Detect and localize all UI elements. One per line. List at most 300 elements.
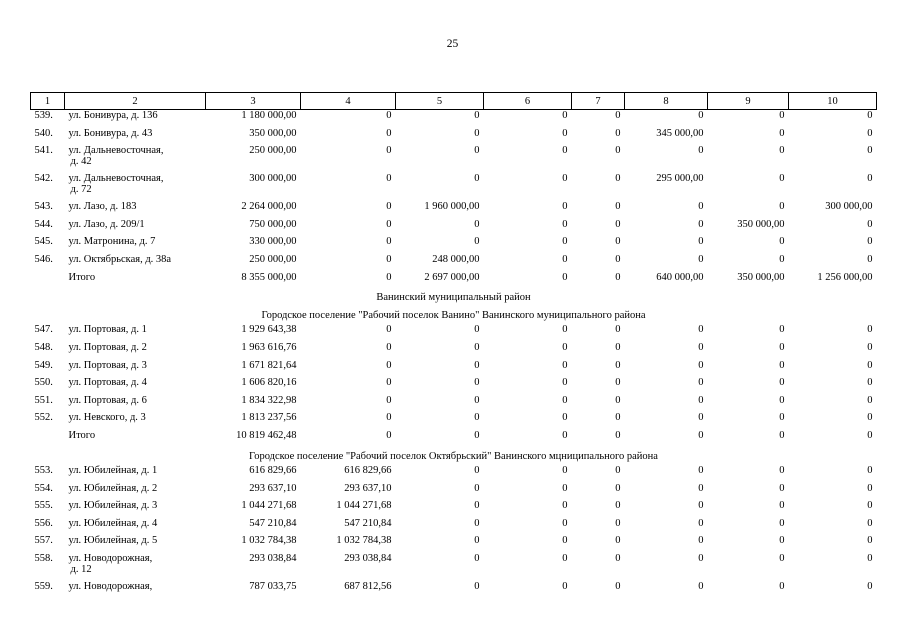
row-number: 547. <box>34 324 53 336</box>
value-cell-col3: 1 180 000,00 <box>241 110 297 121</box>
value-cell-col8: 345 000,00 <box>656 127 704 139</box>
value-cell-col5: 0 <box>474 377 480 389</box>
address-cell <box>65 535 206 553</box>
address-line: ул. Портовая, д. 4 <box>68 377 147 389</box>
table-row <box>31 500 877 518</box>
row-number <box>31 430 65 448</box>
value-cell-col6: 0 <box>562 535 568 547</box>
value-cell-col6: 0 <box>562 517 568 529</box>
address-line: ул. Юбилейная, д. 2 <box>68 482 158 494</box>
value-cell-col8: 0 <box>698 482 704 494</box>
value-cell-col7: 0 <box>615 412 621 424</box>
address-cell <box>65 272 206 290</box>
value-cell-col9: 0 <box>779 517 785 529</box>
value-cell-col7: 0 <box>615 341 621 353</box>
value-cell-col3: 293 038,84 <box>249 553 297 565</box>
value-cell-col4: 293 637,10 <box>344 482 392 494</box>
row-number: 542. <box>34 173 53 185</box>
table-row <box>31 236 877 254</box>
value-cell-col6: 0 <box>562 127 568 139</box>
address-cell <box>65 254 206 272</box>
address-cell <box>65 201 206 219</box>
value-cell-col7: 0 <box>615 517 621 529</box>
value-cell-col9: 0 <box>779 465 785 477</box>
value-cell-col10: 0 <box>867 173 873 185</box>
address-line: ул. Юбилейная, д. 1 <box>68 465 158 477</box>
value-cell-col10: 0 <box>867 500 873 512</box>
address-line: ул. Матронина, д. 7 <box>68 236 156 248</box>
row-number <box>31 272 65 290</box>
row-number: 539. <box>34 110 53 121</box>
value-cell-col10: 0 <box>867 110 873 121</box>
section-heading-row <box>31 448 877 466</box>
value-cell-col10: 300 000,00 <box>825 201 873 213</box>
value-cell-col4: 1 032 784,38 <box>336 535 392 547</box>
row-number: 549. <box>34 359 53 371</box>
address-line-2: д. 42 <box>70 156 92 168</box>
value-cell-col6: 0 <box>562 553 568 565</box>
value-cell-col4: 0 <box>386 271 392 283</box>
value-cell-col3: 1 606 820,16 <box>241 377 297 389</box>
value-cell-col5: 0 <box>474 145 480 157</box>
value-cell-col7: 0 <box>615 127 621 139</box>
address-line: ул. Лазо, д. 209/1 <box>68 218 145 230</box>
address-line: ул. Портовая, д. 1 <box>68 324 147 336</box>
table-row <box>31 395 877 413</box>
value-cell-col9: 0 <box>779 429 785 441</box>
value-cell-col6: 0 <box>562 271 568 283</box>
value-cell-col8: 0 <box>698 359 704 371</box>
value-cell-col9: 0 <box>779 145 785 157</box>
table-row <box>31 465 877 483</box>
page-number: 25 <box>446 38 459 50</box>
value-cell-col5: 0 <box>474 394 480 406</box>
value-cell-col5: 0 <box>474 359 480 371</box>
value-cell-col8: 640 000,00 <box>656 271 704 283</box>
address-cell <box>65 342 206 360</box>
section-heading: Городское поселение "Рабочий поселок Октябрьский" Ванинского мцниципального района <box>249 450 658 462</box>
value-cell-col5: 0 <box>474 553 480 565</box>
address-cell <box>65 236 206 254</box>
value-cell-col8: 0 <box>698 412 704 424</box>
table-row <box>31 581 877 599</box>
value-cell-col9: 0 <box>779 482 785 494</box>
value-cell-col3: 1 963 616,76 <box>241 341 297 353</box>
table-row <box>31 219 877 237</box>
address-line: ул. Портовая, д. 6 <box>68 394 147 406</box>
row-number: 541. <box>34 145 53 157</box>
row-number: 545. <box>34 236 53 248</box>
value-cell-col5: 0 <box>474 482 480 494</box>
header-cell-3: 3 <box>206 93 301 110</box>
value-cell-col3: 330 000,00 <box>249 236 297 248</box>
value-cell-col3: 293 637,10 <box>249 482 297 494</box>
address-line: ул. Юбилейная, д. 4 <box>68 517 158 529</box>
address-line: ул. Октябрьская, д. 38а <box>68 253 172 265</box>
value-cell-col9: 0 <box>779 110 785 121</box>
address-line: ул. Юбилейная, д. 3 <box>68 500 158 512</box>
value-cell-col7: 0 <box>615 553 621 565</box>
value-cell-col3: 350 000,00 <box>249 127 297 139</box>
table-row <box>31 483 877 501</box>
address-cell <box>65 128 206 146</box>
table-row <box>31 145 877 173</box>
address-cell <box>65 581 206 599</box>
value-cell-col8: 0 <box>698 535 704 547</box>
value-cell-col8: 0 <box>698 377 704 389</box>
value-cell-col10: 0 <box>867 412 873 424</box>
value-cell-col4: 616 829,66 <box>344 465 392 477</box>
address-cell <box>65 110 206 128</box>
address-cell <box>65 219 206 237</box>
table-row <box>31 201 877 219</box>
value-cell-col8: 0 <box>698 394 704 406</box>
value-cell-col8: 0 <box>698 201 704 213</box>
value-cell-col10: 0 <box>867 359 873 371</box>
value-cell-col8: 295 000,00 <box>656 173 704 185</box>
table-row <box>31 110 877 128</box>
value-cell-col6: 0 <box>562 324 568 336</box>
total-row <box>31 272 877 290</box>
header-cell-7: 7 <box>572 93 625 110</box>
section-heading-row <box>31 307 877 325</box>
address-line: ул. Новодорожная, <box>68 553 153 565</box>
table-body <box>31 110 877 599</box>
table-row <box>31 254 877 272</box>
address-cell <box>65 483 206 501</box>
value-cell-col4: 0 <box>386 359 392 371</box>
value-cell-col9: 0 <box>779 201 785 213</box>
value-cell-col9: 0 <box>779 253 785 265</box>
value-cell-col9: 0 <box>779 236 785 248</box>
value-cell-col4: 687 812,56 <box>344 581 392 593</box>
value-cell-col5: 0 <box>474 127 480 139</box>
value-cell-col7: 0 <box>615 500 621 512</box>
address-line: ул. Бонивура, д. 136 <box>68 110 158 121</box>
row-number: 552. <box>34 412 53 424</box>
row-number: 550. <box>34 377 53 389</box>
value-cell-col7: 0 <box>615 324 621 336</box>
value-cell-col3: 1 044 271,68 <box>241 500 297 512</box>
value-cell-col5: 248 000,00 <box>432 253 480 265</box>
value-cell-col3: 750 000,00 <box>249 218 297 230</box>
value-cell-col3: 10 819 462,48 <box>236 429 297 441</box>
data-table <box>30 92 877 599</box>
value-cell-col7: 0 <box>615 394 621 406</box>
table-row <box>31 535 877 553</box>
value-cell-col10: 0 <box>867 377 873 389</box>
value-cell-col5: 0 <box>474 110 480 121</box>
table-row <box>31 412 877 430</box>
address-line: ул. Дальневосточная, <box>68 173 164 185</box>
value-cell-col5: 1 960 000,00 <box>424 201 480 213</box>
value-cell-col4: 293 038,84 <box>344 553 392 565</box>
value-cell-col4: 0 <box>386 377 392 389</box>
value-cell-col8: 0 <box>698 236 704 248</box>
value-cell-col4: 0 <box>386 324 392 336</box>
total-row <box>31 430 877 448</box>
table-row <box>31 128 877 146</box>
value-cell-col6: 0 <box>562 201 568 213</box>
value-cell-col3: 250 000,00 <box>249 253 297 265</box>
value-cell-col7: 0 <box>615 535 621 547</box>
table-row <box>31 553 877 581</box>
value-cell-col4: 0 <box>386 253 392 265</box>
value-cell-col10: 0 <box>867 429 873 441</box>
value-cell-col10: 0 <box>867 324 873 336</box>
value-cell-col7: 0 <box>615 429 621 441</box>
value-cell-col6: 0 <box>562 218 568 230</box>
value-cell-col5: 0 <box>474 517 480 529</box>
value-cell-col6: 0 <box>562 359 568 371</box>
header-cell-4: 4 <box>301 93 396 110</box>
value-cell-col5: 0 <box>474 500 480 512</box>
value-cell-col5: 0 <box>474 535 480 547</box>
value-cell-col5: 0 <box>474 412 480 424</box>
value-cell-col6: 0 <box>562 412 568 424</box>
value-cell-col6: 0 <box>562 465 568 477</box>
value-cell-col9: 0 <box>779 581 785 593</box>
value-cell-col9: 0 <box>779 535 785 547</box>
value-cell-col7: 0 <box>615 581 621 593</box>
address-cell <box>65 553 206 581</box>
value-cell-col4: 0 <box>386 394 392 406</box>
value-cell-col8: 0 <box>698 500 704 512</box>
value-cell-col5: 0 <box>474 341 480 353</box>
value-cell-col8: 0 <box>698 581 704 593</box>
value-cell-col5: 0 <box>474 324 480 336</box>
value-cell-col6: 0 <box>562 500 568 512</box>
row-number: 553. <box>34 465 53 477</box>
table-row <box>31 342 877 360</box>
value-cell-col4: 0 <box>386 127 392 139</box>
value-cell-col10: 0 <box>867 341 873 353</box>
value-cell-col4: 0 <box>386 429 392 441</box>
value-cell-col8: 0 <box>698 110 704 121</box>
value-cell-col10: 0 <box>867 218 873 230</box>
header-cell-8: 8 <box>625 93 708 110</box>
value-cell-col7: 0 <box>615 173 621 185</box>
value-cell-col7: 0 <box>615 218 621 230</box>
value-cell-col8: 0 <box>698 218 704 230</box>
address-line: ул. Невского, д. 3 <box>68 412 146 424</box>
value-cell-col8: 0 <box>698 429 704 441</box>
row-number: 546. <box>34 253 53 265</box>
value-cell-col10: 0 <box>867 145 873 157</box>
section-heading: Ванинский муниципальный район <box>376 292 531 304</box>
value-cell-col6: 0 <box>562 173 568 185</box>
row-number: 556. <box>34 517 53 529</box>
header-cell-6: 6 <box>484 93 572 110</box>
value-cell-col3: 1 834 322,98 <box>241 394 297 406</box>
value-cell-col7: 0 <box>615 482 621 494</box>
value-cell-col9: 0 <box>779 412 785 424</box>
value-cell-col9: 0 <box>779 359 785 371</box>
value-cell-col7: 0 <box>615 110 621 121</box>
value-cell-col5: 0 <box>474 173 480 185</box>
address-cell <box>65 395 206 413</box>
value-cell-col6: 0 <box>562 429 568 441</box>
address-cell <box>65 377 206 395</box>
address-line: ул. Новодорожная, <box>68 581 153 593</box>
header-cell-2: 2 <box>65 93 206 110</box>
value-cell-col5: 0 <box>474 429 480 441</box>
value-cell-col10: 0 <box>867 482 873 494</box>
value-cell-col4: 1 044 271,68 <box>336 500 392 512</box>
value-cell-col10: 0 <box>867 127 873 139</box>
value-cell-col8: 0 <box>698 341 704 353</box>
table-row <box>31 324 877 342</box>
address-line: ул. Юбилейная, д. 5 <box>68 535 158 547</box>
address-cell <box>65 324 206 342</box>
section-heading: Городское поселение "Рабочий поселок Ванино" Ванинского муниципального района <box>261 310 646 322</box>
value-cell-col3: 250 000,00 <box>249 145 297 157</box>
value-cell-col4: 0 <box>386 110 392 121</box>
value-cell-col6: 0 <box>562 110 568 121</box>
value-cell-col9: 0 <box>779 173 785 185</box>
value-cell-col3: 8 355 000,00 <box>241 271 297 283</box>
row-number: 554. <box>34 482 53 494</box>
value-cell-col3: 616 829,66 <box>249 465 297 477</box>
value-cell-col6: 0 <box>562 394 568 406</box>
value-cell-col5: 0 <box>474 236 480 248</box>
row-number: 551. <box>34 394 53 406</box>
address-line: ул. Лазо, д. 183 <box>68 201 137 213</box>
address-cell <box>65 145 206 173</box>
value-cell-col10: 0 <box>867 236 873 248</box>
value-cell-col3: 1 032 784,38 <box>241 535 297 547</box>
value-cell-col10: 0 <box>867 517 873 529</box>
table-row <box>31 360 877 378</box>
value-cell-col7: 0 <box>615 465 621 477</box>
row-number: 555. <box>34 500 53 512</box>
header-row <box>31 93 877 110</box>
value-cell-col3: 1 929 643,38 <box>241 324 297 336</box>
value-cell-col4: 0 <box>386 341 392 353</box>
address-cell <box>65 173 206 201</box>
address-line-2: д. 72 <box>70 184 92 196</box>
value-cell-col6: 0 <box>562 145 568 157</box>
value-cell-col5: 2 697 000,00 <box>424 271 480 283</box>
value-cell-col3: 1 671 821,64 <box>241 359 297 371</box>
address-line: ул. Бонивура, д. 43 <box>68 127 153 139</box>
value-cell-col6: 0 <box>562 581 568 593</box>
value-cell-col9: 0 <box>779 500 785 512</box>
value-cell-col8: 0 <box>698 553 704 565</box>
value-cell-col10: 0 <box>867 535 873 547</box>
address-line: ул. Дальневосточная, <box>68 145 164 157</box>
row-number: 558. <box>34 553 53 565</box>
value-cell-col7: 0 <box>615 359 621 371</box>
address-cell <box>65 360 206 378</box>
value-cell-col9: 0 <box>779 394 785 406</box>
value-cell-col7: 0 <box>615 145 621 157</box>
value-cell-col4: 0 <box>386 145 392 157</box>
address-line-2: д. 12 <box>70 564 92 576</box>
value-cell-col7: 0 <box>615 253 621 265</box>
value-cell-col5: 0 <box>474 465 480 477</box>
value-cell-col9: 0 <box>779 377 785 389</box>
row-number: 544. <box>34 218 53 230</box>
row-number: 559. <box>34 581 53 593</box>
table-header <box>31 93 877 110</box>
value-cell-col7: 0 <box>615 377 621 389</box>
address-cell <box>65 500 206 518</box>
address-cell <box>65 518 206 536</box>
row-number: 548. <box>34 341 53 353</box>
row-number: 543. <box>34 201 53 213</box>
value-cell-col6: 0 <box>562 377 568 389</box>
value-cell-col8: 0 <box>698 253 704 265</box>
value-cell-col4: 0 <box>386 201 392 213</box>
value-cell-col8: 0 <box>698 517 704 529</box>
section-heading-row <box>31 289 877 307</box>
value-cell-col9: 0 <box>779 324 785 336</box>
value-cell-col3: 1 813 237,56 <box>241 412 297 424</box>
header-cell-5: 5 <box>396 93 484 110</box>
table-row <box>31 518 877 536</box>
value-cell-col7: 0 <box>615 201 621 213</box>
value-cell-col8: 0 <box>698 465 704 477</box>
value-cell-col7: 0 <box>615 271 621 283</box>
address-cell <box>65 430 206 448</box>
value-cell-col8: 0 <box>698 324 704 336</box>
value-cell-col4: 0 <box>386 173 392 185</box>
header-cell-9: 9 <box>708 93 789 110</box>
value-cell-col8: 0 <box>698 145 704 157</box>
value-cell-col10: 1 256 000,00 <box>817 271 873 283</box>
address-line: Итого <box>68 429 96 441</box>
value-cell-col7: 0 <box>615 236 621 248</box>
table-row <box>31 173 877 201</box>
row-number: 540. <box>34 127 53 139</box>
table-row <box>31 377 877 395</box>
value-cell-col5: 0 <box>474 581 480 593</box>
address-cell <box>65 465 206 483</box>
value-cell-col10: 0 <box>867 465 873 477</box>
value-cell-col4: 0 <box>386 218 392 230</box>
value-cell-col10: 0 <box>867 394 873 406</box>
address-line: ул. Портовая, д. 3 <box>68 359 147 371</box>
value-cell-col3: 2 264 000,00 <box>241 201 297 213</box>
value-cell-col6: 0 <box>562 236 568 248</box>
value-cell-col3: 300 000,00 <box>249 173 297 185</box>
value-cell-col10: 0 <box>867 253 873 265</box>
header-cell-1: 1 <box>31 93 65 110</box>
value-cell-col6: 0 <box>562 253 568 265</box>
value-cell-col6: 0 <box>562 482 568 494</box>
value-cell-col9: 0 <box>779 341 785 353</box>
value-cell-col3: 547 210,84 <box>249 517 297 529</box>
value-cell-col5: 0 <box>474 218 480 230</box>
value-cell-col6: 0 <box>562 341 568 353</box>
row-number: 557. <box>34 535 53 547</box>
value-cell-col3: 787 033,75 <box>249 581 297 593</box>
value-cell-col10: 0 <box>867 553 873 565</box>
address-line: ул. Портовая, д. 2 <box>68 341 147 353</box>
value-cell-col10: 0 <box>867 581 873 593</box>
address-line: Итого <box>68 271 96 283</box>
header-cell-10: 10 <box>789 93 877 110</box>
value-cell-col4: 0 <box>386 236 392 248</box>
value-cell-col9: 0 <box>779 553 785 565</box>
value-cell-col9: 0 <box>779 127 785 139</box>
value-cell-col4: 547 210,84 <box>344 517 392 529</box>
value-cell-col9: 350 000,00 <box>737 271 785 283</box>
value-cell-col4: 0 <box>386 412 392 424</box>
value-cell-col9: 350 000,00 <box>737 218 785 230</box>
address-cell <box>65 412 206 430</box>
